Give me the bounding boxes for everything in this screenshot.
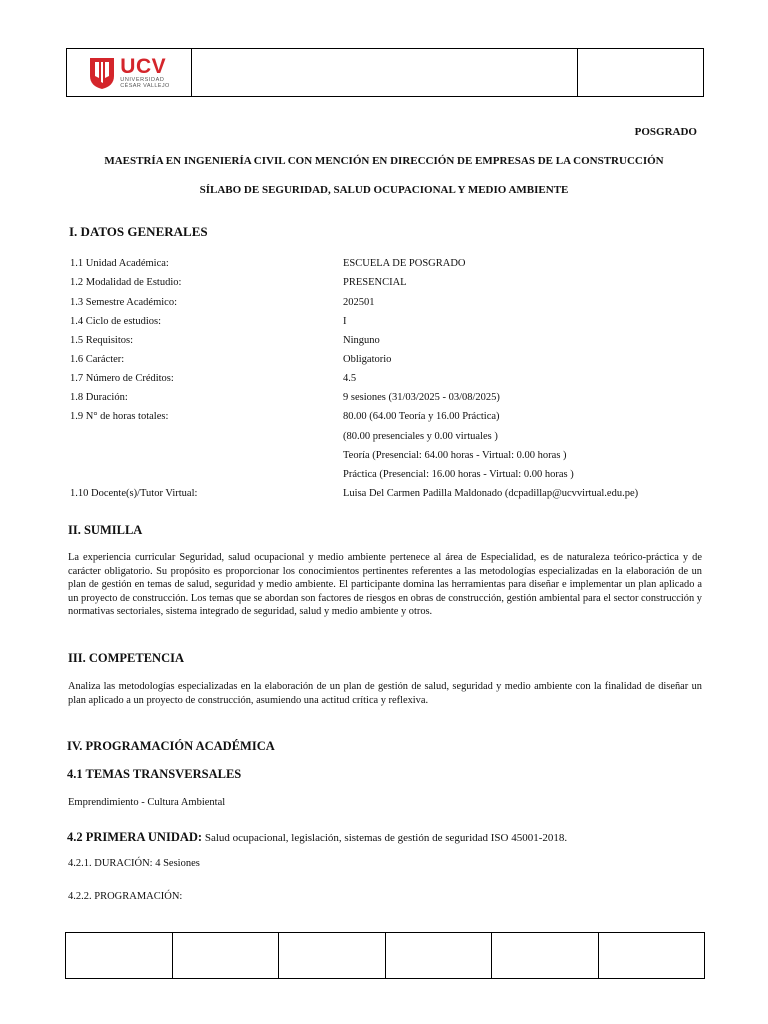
unidad-label: 4.2 PRIMERA UNIDAD: xyxy=(67,830,203,844)
logo-brand: UCV xyxy=(120,55,167,78)
datos-value: (80.00 presenciales y 0.00 virtuales ) xyxy=(343,431,498,442)
logo-line2: CÉSAR VALLEJO xyxy=(120,82,170,89)
course-title: SÍLABO DE SEGURIDAD, SALUD OCUPACIONAL Y MEDIO AMBIENTE xyxy=(199,184,569,196)
datos-value: Ninguno xyxy=(343,335,380,346)
competencia-heading: III. COMPETENCIA xyxy=(68,651,184,665)
temas-heading: 4.1 TEMAS TRANSVERSALES xyxy=(67,767,242,781)
programacion-heading: IV. PROGRAMACIÓN ACADÉMICA xyxy=(67,739,275,753)
datos-label: 1.8 Duración: xyxy=(70,392,128,403)
datos-label: 1.1 Unidad Académica: xyxy=(70,258,169,269)
table-cell xyxy=(386,933,493,978)
programacion-label: 4.2.2. PROGRAMACIÓN: xyxy=(68,891,183,902)
ucv-logo xyxy=(88,56,169,90)
sumilla-heading: II. SUMILLA xyxy=(68,523,143,537)
unidad-text: Salud ocupacional, legislación, sistemas de gestión de seguridad ISO 45001-2018. xyxy=(202,832,568,844)
logo-cell xyxy=(67,49,192,96)
datos-label: 1.6 Carácter: xyxy=(70,354,125,365)
datos-value: Teoría (Presencial: 64.00 horas - Virtual: 0.00 horas ) xyxy=(343,450,567,461)
competencia-text: Analiza las metodologías especializadas en la elaboración de un plan de gestión de salud, seguridad y medio ambiente con la finalidad de diseñar un plan aplicado a un proyecto de construcción, asumiendo una actitud crítica y reflexiva. xyxy=(68,681,702,706)
datos-value: Luisa Del Carmen Padilla Maldonado (dcpadillap@ucvvirtual.edu.pe) xyxy=(343,488,639,499)
datos-label: 1.10 Docente(s)/Tutor Virtual: xyxy=(70,488,198,499)
sumilla-text: La experiencia curricular Seguridad, salud ocupacional y medio ambiente pertenece al área de Especialidad, es de naturaleza teórico-práctica y de carácter obligatorio. Su propósito es proporcionar los conocimientos pertinentes referentes a las metodologías especializadas en la elaboración de un plan de gestión en temas de salud, seguridad y medio ambiente. El participante domina las herramientas para diseñar e implementar un plan aplicado a un proyecto de construcción. Los temas que se abordan son factores de riesgos en obras de construcción, gestión ambiental para el sector construcción y normativas sectoriales, sistema integrado de seguridad, salud y medio ambiente y otros. xyxy=(68,552,702,618)
datos-heading: I. DATOS GENERALES xyxy=(69,224,208,239)
header-code-cell xyxy=(578,49,703,96)
datos-value: ESCUELA DE POSGRADO xyxy=(343,258,466,269)
duracion-text: 4.2.1. DURACIÓN: 4 Sesiones xyxy=(68,858,200,869)
datos-value: I xyxy=(343,316,347,327)
datos-label: 1.2 Modalidad de Estudio: xyxy=(70,277,182,288)
schedule-table xyxy=(65,932,705,979)
datos-value: Obligatorio xyxy=(343,354,392,365)
table-cell xyxy=(173,933,280,978)
level-title: POSGRADO xyxy=(634,126,697,138)
datos-label: 1.5 Requisitos: xyxy=(70,335,134,346)
datos-label: 1.3 Semestre Académico: xyxy=(70,297,178,308)
datos-label: 1.9 N° de horas totales: xyxy=(70,411,169,422)
program-title: MAESTRÍA EN INGENIERÍA CIVIL CON MENCIÓN EN DIRECCIÓN DE EMPRESAS DE LA CONSTRUCCIÓN xyxy=(104,155,664,167)
datos-value: 9 sesiones (31/03/2025 - 03/08/2025) xyxy=(343,392,500,403)
table-cell xyxy=(492,933,599,978)
primera-unidad xyxy=(67,830,567,845)
table-cell xyxy=(66,933,173,978)
header-table xyxy=(66,48,704,97)
datos-value: 80.00 (64.00 Teoría y 16.00 Práctica) xyxy=(343,411,500,422)
datos-value: 202501 xyxy=(343,297,375,308)
ucv-shield-icon xyxy=(88,56,116,90)
table-cell xyxy=(279,933,386,978)
table-cell xyxy=(599,933,705,978)
datos-label: 1.7 Número de Créditos: xyxy=(70,373,174,384)
datos-value: 4.5 xyxy=(343,373,357,384)
datos-value: PRESENCIAL xyxy=(343,277,407,288)
header-title-cell xyxy=(192,49,578,96)
datos-label: 1.4 Ciclo de estudios: xyxy=(70,316,161,327)
temas-text: Emprendimiento - Cultura Ambiental xyxy=(68,797,226,808)
datos-value: Práctica (Presencial: 16.00 horas - Virtual: 0.00 horas ) xyxy=(343,469,574,480)
logo-line1: UNIVERSIDAD xyxy=(120,77,165,83)
